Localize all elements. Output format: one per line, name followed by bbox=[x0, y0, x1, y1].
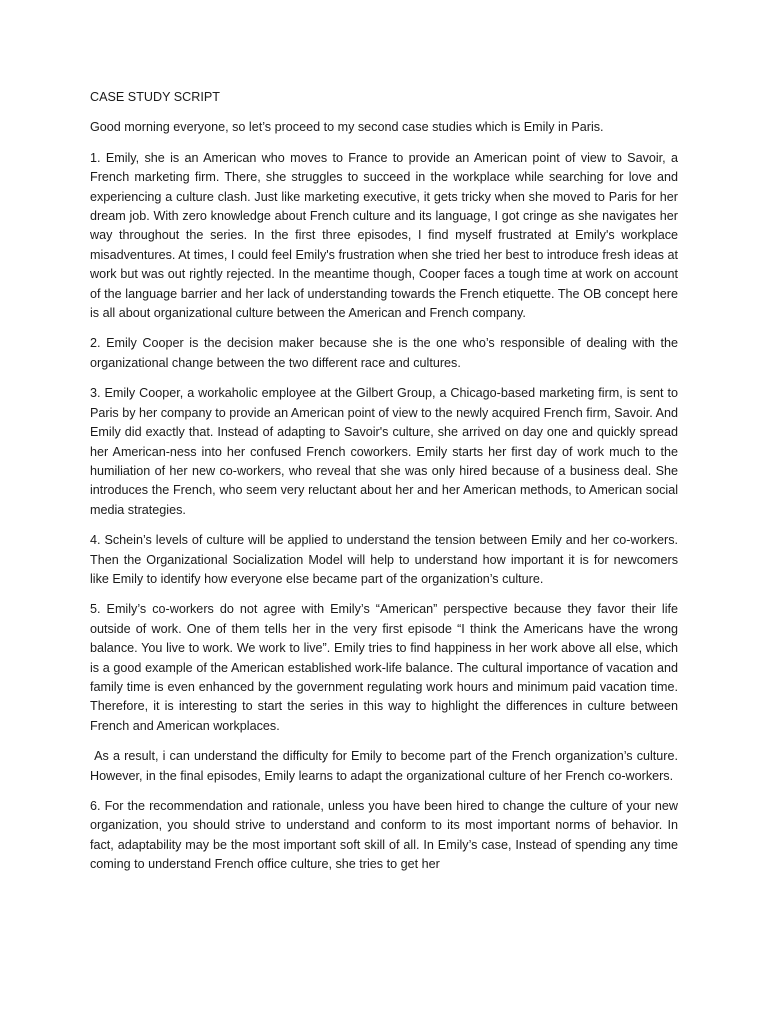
paragraph-conclusion: As a result, i can understand the difficulty for Emily to become part of the French organization’s culture. However, in the final episodes, Emily learns to adapt the organizational culture of her French co-workers. bbox=[90, 749, 682, 783]
paragraph-4: 4. Schein’s levels of culture will be applied to understand the tension between Emily and her co-workers. Then the Organizational Socialization Model will help to understand how important it is for newcomers like Emily to identify how everyone else became part of the organization’s culture. bbox=[90, 533, 678, 586]
paragraph-6: 6. For the recommendation and rationale, unless you have been hired to change the culture of your new organization, you should strive to understand and conform to its most important norms of behavior. In fact, adaptability may be the most important soft skill of all. In Emily’s case, Instead of spending any time coming to understand French office culture, she tries to get her bbox=[90, 799, 678, 872]
intro-paragraph: Good morning everyone, so let’s proceed to my second case studies which is Emily in Paris. bbox=[90, 120, 604, 135]
paragraph-1: 1. Emily, she is an American who moves to France to provide an American point of view to Savoir, a French marketing firm. There, she struggles to succeed in the workplace while searching for love and experiencing a culture clash. Just like marketing executive, it gets tricky when she moved to Paris for her dream job. With zero knowledge about French culture and its language, I got cringe as she navigates her way throughout the series. In the first three episodes, I find myself frustrated at Emily's workplace misadventures. At times, I could feel Emily's frustration when she tried her best to introduce fresh ideas at work but was out rightly rejected. In the meantime though, Cooper faces a tough time at work on account of the language barrier and her lack of understanding towards the French etiquette. The OB concept here is all about organizational culture between the American and French company. bbox=[90, 150, 678, 321]
paragraph-3: 3. Emily Cooper, a workaholic employee at the Gilbert Group, a Chicago-based marketing firm, is sent to Paris by her company to provide an American point of view to the newly acquired French firm, Savoir. And Emily did exactly that. Instead of adapting to Savoir's culture, she arrived on day one and quickly spread her American-ness into her confused French coworkers. Emily starts her first day of work much to the humiliation of her new co-workers, who reveal that she was only hired because of a business deal. She introduces the French, who seem very reluctant about her and her American methods, to American social media strategies. bbox=[90, 386, 679, 517]
paragraph-2: 2. Emily Cooper is the decision maker because she is the one who’s responsible of dealing with the organizational change between the two different race and cultures. bbox=[90, 336, 678, 370]
document-page bbox=[90, 88, 682, 1024]
paragraph-5: 5. Emily’s co-workers do not agree with Emily’s “American” perspective because they favor their life outside of work. One of them tells her in the very first episode “I think the Americans have the wrong balance. You live to work. We work to live”. Emily tries to find happiness in her work above all else, which is a good example of the American established work-life balance. The cultural importance of vacation and family time is even enhanced by the government regulating work hours and minimum paid vacation time. Therefore, it is interesting to start the series in this way to highlight the differences in culture between French and American workplaces. bbox=[90, 602, 682, 733]
document-title: CASE STUDY SCRIPT bbox=[90, 90, 220, 104]
